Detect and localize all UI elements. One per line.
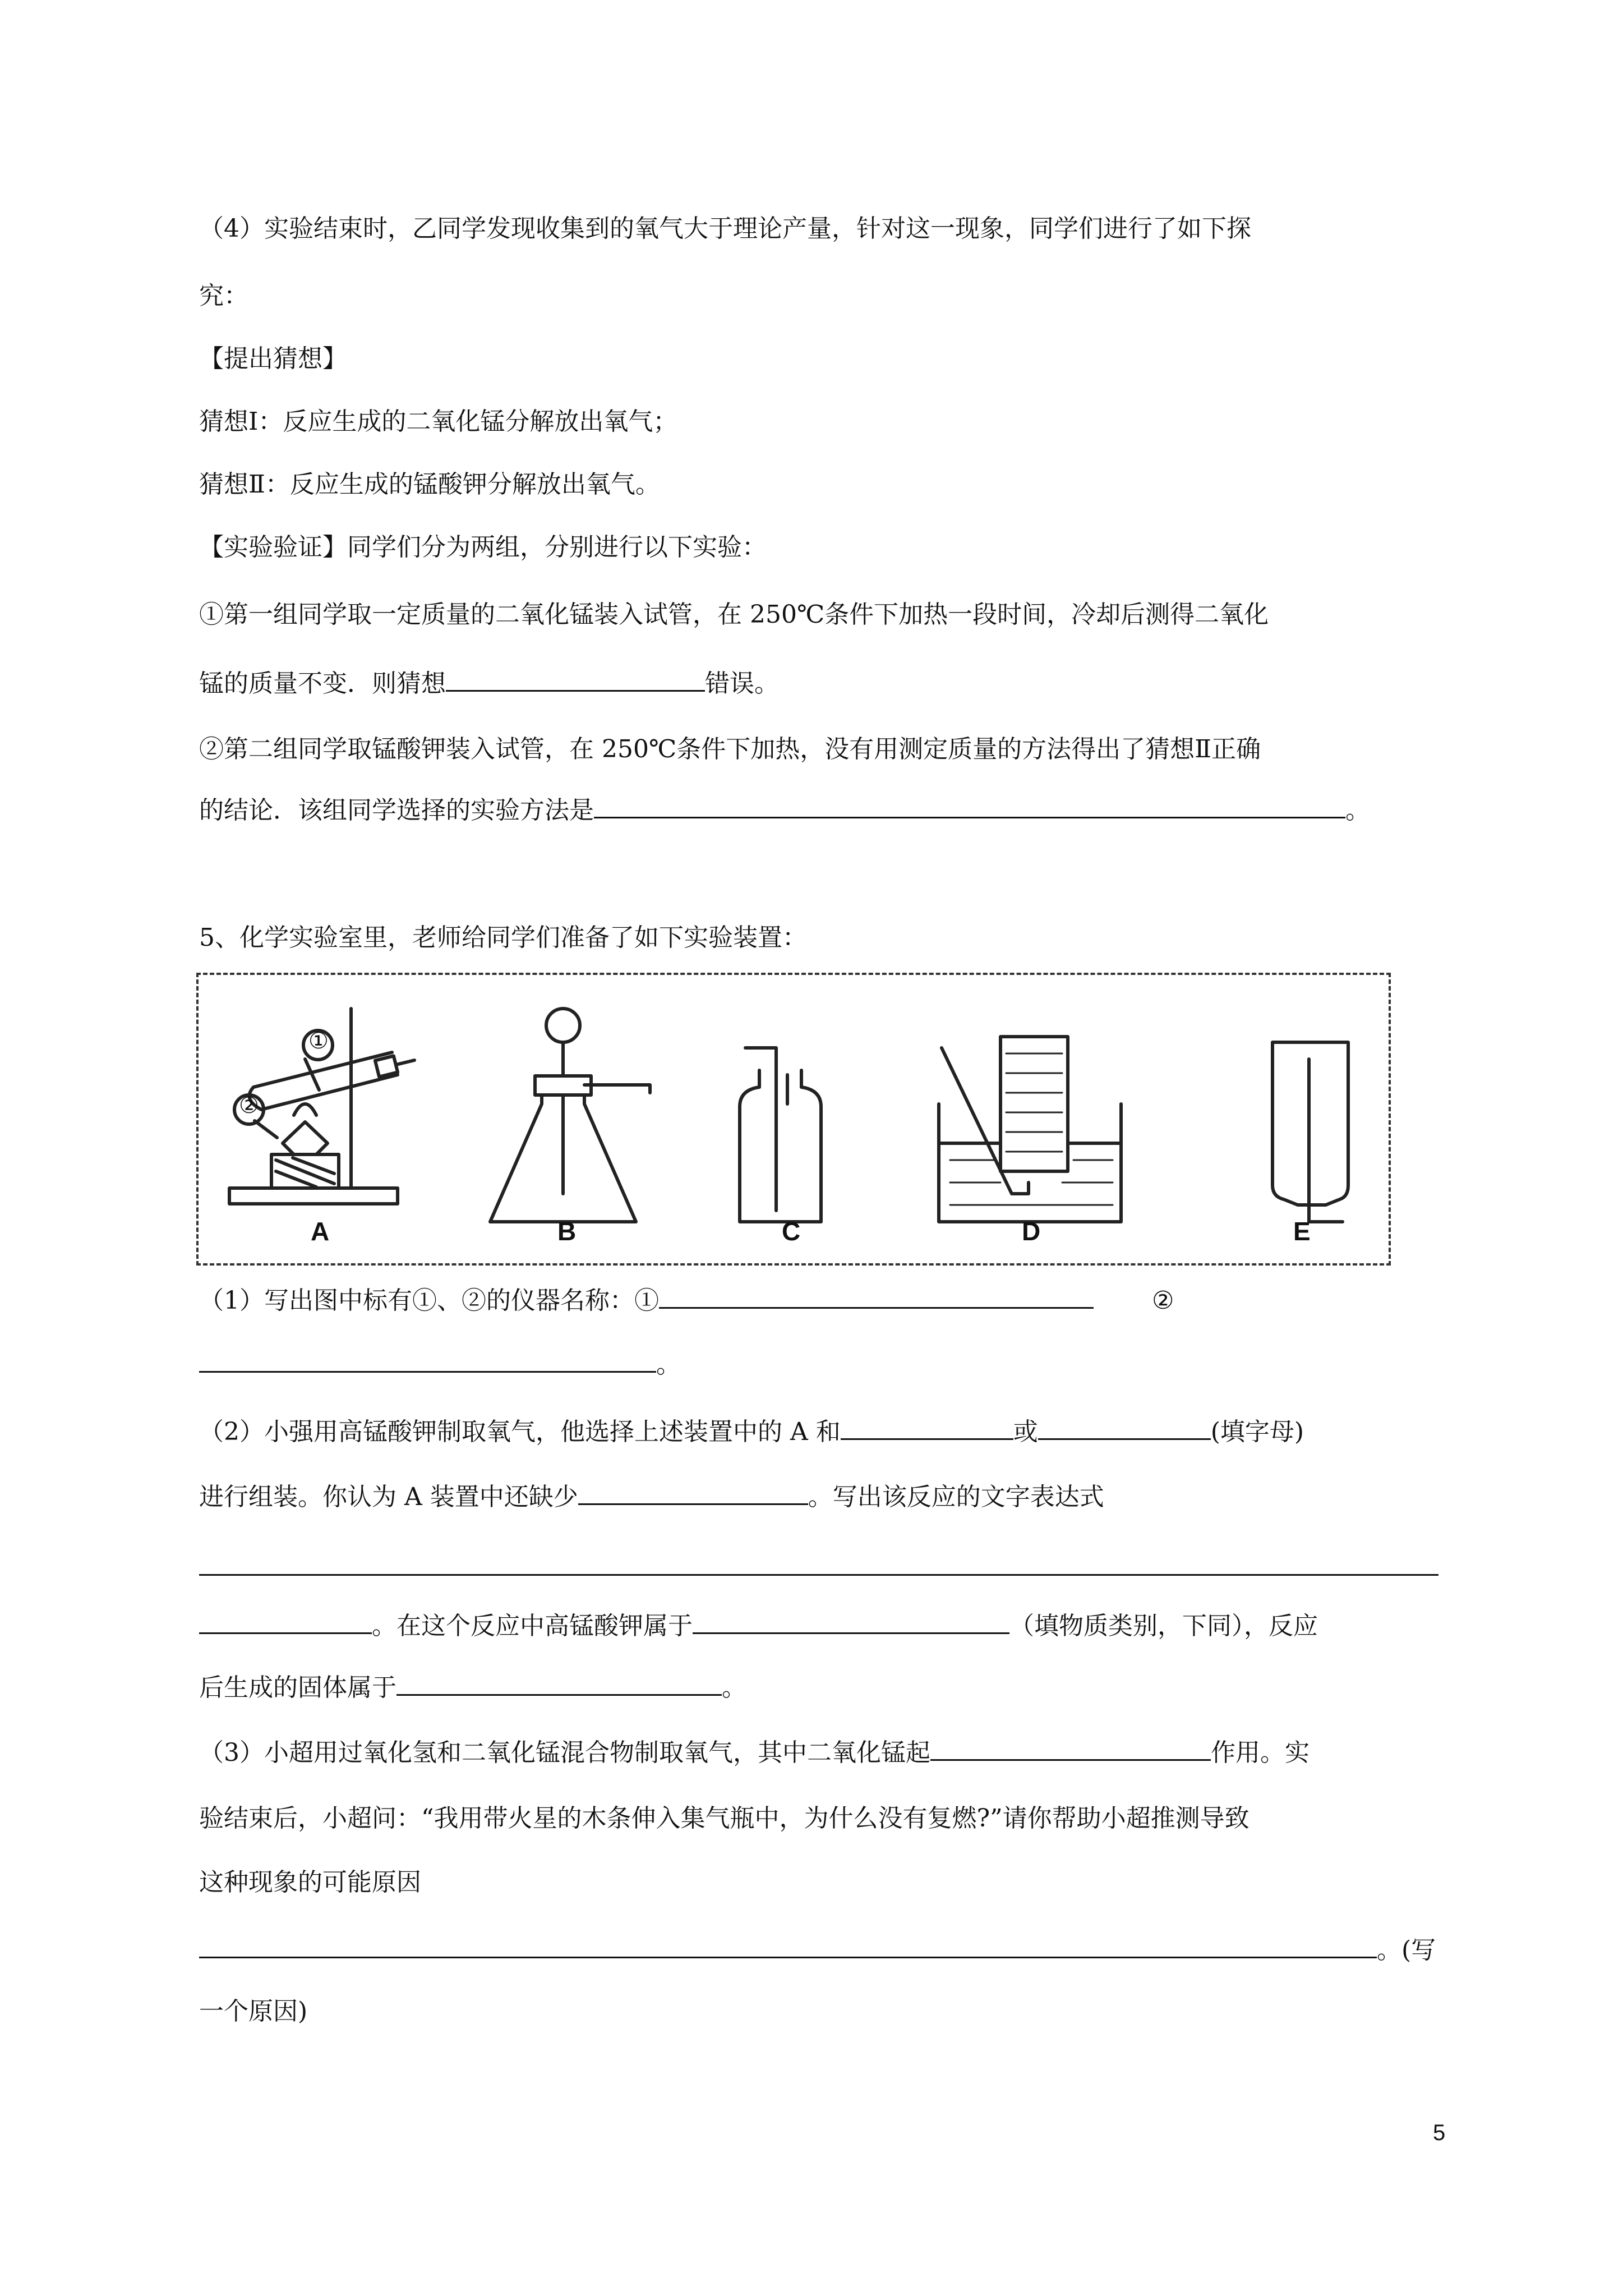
answer-blank-category-2[interactable] [396,1669,722,1696]
label-e: E [1293,1217,1311,1246]
label-a: A [311,1217,330,1246]
p1-end: 。 [656,1350,681,1379]
p1-text-b: ② [1152,1286,1174,1315]
marker-1: ① [308,1028,329,1054]
label-c: C [782,1217,801,1246]
answer-blank-guess[interactable] [446,665,705,692]
answer-blank-method[interactable] [594,792,1345,818]
q5-p3-line-1 [199,1734,1310,1770]
p2-text-a: （2）小强用高锰酸钾制取氧气，他选择上述装置中的 A 和 [199,1418,841,1446]
apparatus-b [490,1009,650,1222]
answer-line-expression[interactable] [199,1574,1438,1576]
p2-text-e: 。写出该反应的文字表达式 [808,1483,1104,1511]
q5-p3-line-4 [199,1932,1436,1967]
q5-p2-line-5 [199,1669,746,1705]
p3-text-b: 作用。实 [1211,1738,1310,1767]
item2-line-2 [199,792,1370,827]
p2-text-h: 后生成的固体属于 [199,1673,396,1702]
heading-guess: 【提出猜想】 [199,344,347,373]
label-b: B [557,1217,577,1246]
item1-text-a: 锰的质量不变．则猜想 [199,669,446,698]
guess-2: 猜想Ⅱ：反应生成的锰酸钾分解放出氧气。 [199,470,660,499]
item2-text-b: 。 [1345,796,1370,825]
q4-line-1: （4）实验结束时，乙同学发现收集到的氧气大于理论产量，针对这一现象，同学们进行了如下探 [199,214,1251,243]
item1-line-1: ①第一组同学取一定质量的二氧化锰装入试管，在 250℃条件下加热一段时间，冷却后测得二氧化 [199,600,1269,629]
item1-text-b: 错误。 [705,669,779,698]
p2-text-c: (填字母) [1210,1418,1304,1446]
q5-p2-line-4 [199,1608,1318,1643]
answer-blank-instrument-2[interactable] [199,1346,656,1373]
apparatus-d [939,1037,1121,1222]
heading-verify: 【实验验证】同学们分为两组，分别进行以下实验： [199,533,767,562]
q5-p3-line-2: 验结束后，小超问：“我用带火星的木条伸入集气瓶中，为什么没有复燃?”请你帮助小超推测导致 [199,1804,1249,1833]
answer-blank-category-1[interactable] [693,1608,1009,1634]
apparatus-c [740,1048,821,1222]
item1-line-2 [199,665,779,701]
p2-text-d: 进行组装。你认为 A 装置中还缺少 [199,1483,578,1511]
label-d: D [1022,1217,1041,1246]
apparatus-e [1272,1042,1348,1222]
p3-text-a: （3）小超用过氧化氢和二氧化锰混合物制取氧气，其中二氧化锰起 [199,1738,930,1767]
q4-line-2: 究： [199,282,248,310]
apparatus-figure [196,973,1391,1266]
q5-p2-line-1 [199,1414,1304,1449]
item2-text-a: 的结论．该组同学选择的实验方法是 [199,796,594,825]
p2-text-f: 。在这个反应中高锰酸钾属于 [372,1612,693,1640]
p2-text-b: 或 [1013,1418,1038,1446]
p2-text-g: （填物质类别，下同），反应 [1009,1612,1318,1640]
guess-1: 猜想Ⅰ：反应生成的二氧化锰分解放出氧气； [199,407,678,436]
q5-p3-line-5: 一个原因) [199,1997,308,2026]
answer-blank-role[interactable] [930,1734,1211,1761]
q5-intro: 5、化学实验室里，老师给同学们准备了如下实验装置： [199,923,807,952]
answer-blank-device-1[interactable] [841,1414,1013,1440]
page-number: 5 [1433,2120,1446,2145]
q5-p3-line-3: 这种现象的可能原因 [199,1868,421,1897]
marker-2: ② [239,1093,259,1119]
item2-line-1: ②第二组同学取锰酸钾装入试管，在 250℃条件下加热，没有用测定质量的方法得出了猜想Ⅱ正确 [199,735,1261,763]
p2-text-i: 。 [722,1673,746,1702]
answer-blank-device-2[interactable] [1038,1414,1211,1440]
q5-p1-line-2 [199,1346,681,1382]
answer-blank-instrument-1[interactable] [659,1282,1094,1309]
q5-p1-line-1 [199,1282,1174,1318]
answer-blank-reason[interactable] [199,1932,1377,1958]
p3-end: 。(写 [1377,1936,1436,1964]
p1-text-a: （1）写出图中标有①、②的仪器名称：① [199,1286,659,1315]
q5-p2-line-2 [199,1479,1104,1514]
answer-blank-missing[interactable] [578,1479,808,1505]
answer-blank-expression-end[interactable] [199,1608,372,1634]
